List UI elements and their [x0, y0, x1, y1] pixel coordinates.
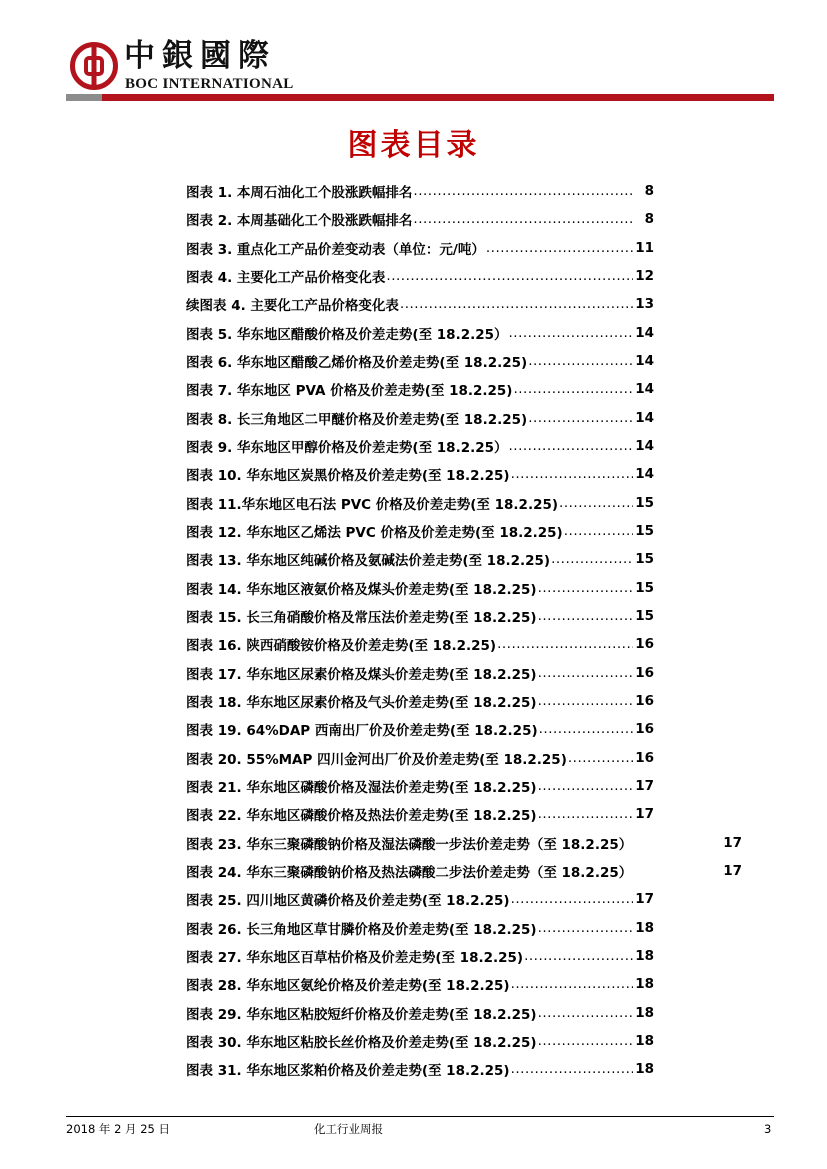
- toc-leader-dots: [528, 353, 633, 369]
- table-of-contents: [186, 177, 746, 1084]
- toc-entry-label: 图表 12. 华东地区乙烯法 PVC 价格及价差走势(至 18.2.25): [186, 525, 563, 542]
- toc-leader-dots: [413, 211, 633, 227]
- toc-entry[interactable]: [186, 375, 746, 403]
- page-header: [0, 0, 827, 110]
- toc-leader-dots: [497, 636, 633, 652]
- toc-entry-label: 图表 7. 华东地区 PVA 价格及价差走势(至 18.2.25): [186, 383, 513, 400]
- toc-entry-label: 图表 1. 本周石油化工个股涨跌幅排名: [186, 185, 413, 202]
- toc-entry-label: 图表 18. 华东地区尿素价格及气头价差走势(至 18.2.25): [186, 695, 537, 712]
- toc-entry-page: 17: [635, 806, 654, 823]
- toc-leader-dots: [559, 495, 633, 511]
- toc-leader-dots: [511, 976, 633, 992]
- toc-entry-page: 13: [635, 296, 654, 313]
- toc-entry[interactable]: [186, 205, 746, 233]
- toc-entry-page: 18: [635, 948, 654, 965]
- toc-entry-page: 14: [635, 353, 654, 370]
- toc-entry-label: 图表 6. 华东地区醋酸乙烯价格及价差走势(至 18.2.25): [186, 355, 528, 372]
- boc-logo-icon: [70, 42, 118, 90]
- toc-entry-page: 16: [635, 693, 654, 710]
- toc-entry-page: 14: [635, 466, 654, 483]
- toc-entry-label: 图表 28. 华东地区氨纶价格及价差走势(至 18.2.25): [186, 978, 510, 995]
- toc-entry[interactable]: [186, 1027, 746, 1055]
- toc-entry-page: 18: [635, 976, 654, 993]
- toc-entry[interactable]: [186, 970, 746, 998]
- toc-entry-label: 图表 9. 华东地区甲醇价格及价差走势(至 18.2.25）: [186, 440, 508, 457]
- footer-date: 2018 年 2 月 25 日: [66, 1122, 170, 1136]
- toc-leader-dots: [486, 240, 633, 256]
- toc-entry-label: 图表 13. 华东地区纯碱价格及氨碱法价差走势(至 18.2.25): [186, 553, 551, 570]
- logo-chinese-name: 中銀國際: [124, 38, 276, 74]
- toc-leader-dots: [564, 523, 633, 539]
- toc-entry[interactable]: [186, 347, 746, 375]
- toc-leader-dots: [568, 750, 633, 766]
- toc-leader-dots: [528, 410, 633, 426]
- toc-entry-page: 15: [635, 608, 654, 625]
- toc-entry-label: 图表 14. 华东地区液氨价格及煤头价差走势(至 18.2.25): [186, 581, 537, 598]
- toc-entry[interactable]: [186, 404, 746, 432]
- toc-entry-label: 图表 16. 陕西硝酸铵价格及价差走势(至 18.2.25): [186, 638, 497, 655]
- toc-entry-label: 图表 3. 重点化工产品价差变动表（单位：元/吨）: [186, 241, 485, 258]
- toc-entry[interactable]: [186, 630, 746, 658]
- toc-entry-page: 15: [635, 523, 654, 540]
- page-title: 图表目录: [347, 128, 480, 163]
- toc-leader-dots: [413, 183, 633, 199]
- toc-leader-dots: [538, 1033, 633, 1049]
- toc-entry-page: 17: [635, 778, 654, 795]
- toc-entry-label: 图表 27. 华东地区百草枯价格及价差走势(至 18.2.25): [186, 950, 524, 967]
- toc-entry-page: 18: [635, 1061, 654, 1078]
- toc-entry-page: 12: [635, 268, 654, 285]
- toc-entry-page: 15: [635, 579, 654, 596]
- toc-leader-dots: [538, 1005, 633, 1021]
- toc-entry-label: 图表 25. 四川地区黄磷价格及价差走势(至 18.2.25): [186, 893, 510, 910]
- toc-entry-page: 18: [635, 1004, 654, 1021]
- toc-entry[interactable]: [186, 517, 746, 545]
- toc-entry-page: 17: [723, 863, 742, 880]
- toc-entry-label: 图表 22. 华东地区磷酸价格及热法价差走势(至 18.2.25): [186, 808, 537, 825]
- toc-entry-page: 15: [635, 494, 654, 511]
- toc-leader-dots: [509, 438, 633, 454]
- toc-entry-page: 11: [635, 239, 654, 256]
- toc-entry-label: 图表 15. 长三角硝酸价格及常压法价差走势(至 18.2.25): [186, 610, 537, 627]
- toc-entry[interactable]: [186, 1055, 746, 1083]
- toc-leader-dots: [538, 920, 633, 936]
- toc-entry-page: 16: [635, 636, 654, 653]
- toc-leader-dots: [386, 268, 633, 284]
- toc-entry[interactable]: [186, 574, 746, 602]
- toc-entry-page: 16: [635, 749, 654, 766]
- toc-entry-page: 14: [635, 438, 654, 455]
- header-rule-gray: [66, 94, 102, 101]
- toc-entry[interactable]: [186, 177, 746, 205]
- toc-entry-label: 图表 4. 主要化工产品价格变化表: [186, 270, 386, 287]
- toc-entry-label: 图表 2. 本周基础化工个股涨跌幅排名: [186, 213, 413, 230]
- toc-entry[interactable]: [186, 829, 746, 857]
- toc-entry[interactable]: [186, 914, 746, 942]
- toc-entry[interactable]: [186, 319, 746, 347]
- toc-entry[interactable]: [186, 262, 746, 290]
- toc-leader-dots: [538, 693, 633, 709]
- toc-entry-label: 图表 29. 华东地区粘胶短纤价格及价差走势(至 18.2.25): [186, 1006, 537, 1023]
- toc-entry[interactable]: [186, 772, 746, 800]
- toc-leader-dots: [538, 778, 633, 794]
- toc-entry-label: 图表 11.华东地区电石法 PVC 价格及价差走势(至 18.2.25): [186, 496, 559, 513]
- toc-entry-label: 图表 26. 长三角地区草甘膦价格及价差走势(至 18.2.25): [186, 921, 537, 938]
- toc-leader-dots: [524, 948, 633, 964]
- toc-entry-page: 16: [635, 721, 654, 738]
- toc-entry-label: 图表 19. 64%DAP 西南出厂价及价差走势(至 18.2.25): [186, 723, 538, 740]
- toc-leader-dots: [511, 1061, 633, 1077]
- toc-entry[interactable]: [186, 659, 746, 687]
- toc-entry-page: 14: [635, 324, 654, 341]
- toc-entry[interactable]: [186, 800, 746, 828]
- toc-leader-dots: [539, 721, 633, 737]
- toc-entry[interactable]: [186, 460, 746, 488]
- toc-entry-label: 图表 24. 华东三聚磷酸钠价格及热法磷酸二步法价差走势（至 18.2.25）: [186, 865, 633, 882]
- toc-entry[interactable]: [186, 432, 746, 460]
- toc-entry-page: 17: [635, 891, 654, 908]
- toc-entry-page: 18: [635, 919, 654, 936]
- toc-leader-dots: [511, 891, 633, 907]
- toc-entry-page: 16: [635, 664, 654, 681]
- toc-entry-page: 8: [644, 183, 654, 200]
- toc-entry[interactable]: [186, 942, 746, 970]
- toc-entry-label: 续图表 4. 主要化工产品价格变化表: [186, 298, 399, 315]
- toc-entry-page: 15: [635, 551, 654, 568]
- toc-entry-page: 14: [635, 409, 654, 426]
- toc-entry-label: 图表 17. 华东地区尿素价格及煤头价差走势(至 18.2.25): [186, 666, 537, 683]
- toc-leader-dots: [509, 325, 633, 341]
- toc-entry[interactable]: [186, 744, 746, 772]
- logo-english-name: BOC INTERNATIONAL: [125, 76, 294, 92]
- toc-entry[interactable]: [186, 234, 746, 262]
- toc-entry-label: 图表 20. 55%MAP 四川金河出厂价及价差走势(至 18.2.25): [186, 751, 567, 768]
- toc-entry-label: 图表 8. 长三角地区二甲醚价格及价差走势(至 18.2.25): [186, 411, 528, 428]
- toc-entry[interactable]: [186, 290, 746, 318]
- toc-leader-dots: [538, 580, 633, 596]
- toc-leader-dots: [513, 381, 633, 397]
- header-rule-red: [102, 94, 774, 101]
- toc-leader-dots: [511, 466, 633, 482]
- toc-entry-page: 17: [723, 834, 742, 851]
- toc-entry-page: 8: [644, 211, 654, 228]
- toc-entry-label: 图表 10. 华东地区炭黑价格及价差走势(至 18.2.25): [186, 468, 510, 485]
- toc-entry-label: 图表 21. 华东地区磷酸价格及湿法价差走势(至 18.2.25): [186, 780, 537, 797]
- toc-entry[interactable]: [186, 489, 746, 517]
- toc-entry-page: 18: [635, 1033, 654, 1049]
- toc-entry[interactable]: [186, 545, 746, 573]
- toc-leader-dots: [538, 806, 633, 822]
- footer-report-name: 化工行业周报: [314, 1122, 383, 1136]
- toc-entry[interactable]: [186, 857, 746, 885]
- toc-leader-dots: [551, 551, 633, 567]
- footer-page-number: 3: [764, 1122, 772, 1136]
- toc-entry[interactable]: [186, 715, 746, 743]
- toc-entry-label: 图表 5. 华东地区醋酸价格及价差走势(至 18.2.25）: [186, 326, 508, 343]
- toc-leader-dots: [400, 296, 633, 312]
- toc-entry[interactable]: [186, 885, 746, 913]
- toc-entry[interactable]: [186, 999, 746, 1027]
- toc-entry-label: 图表 31. 华东地区浆粕价格及价差走势(至 18.2.25): [186, 1063, 510, 1080]
- toc-entry[interactable]: [186, 602, 746, 630]
- toc-entry-label: 图表 23. 华东三聚磷酸钠价格及湿法磷酸一步法价差走势（至 18.2.25）: [186, 836, 633, 853]
- toc-entry-label: 图表 30. 华东地区粘胶长丝价格及价差走势(至 18.2.25): [186, 1035, 537, 1051]
- toc-leader-dots: [538, 608, 633, 624]
- toc-leader-dots: [538, 665, 633, 681]
- toc-entry-page: 14: [635, 381, 654, 398]
- footer-rule: [66, 1116, 774, 1117]
- toc-entry[interactable]: [186, 687, 746, 715]
